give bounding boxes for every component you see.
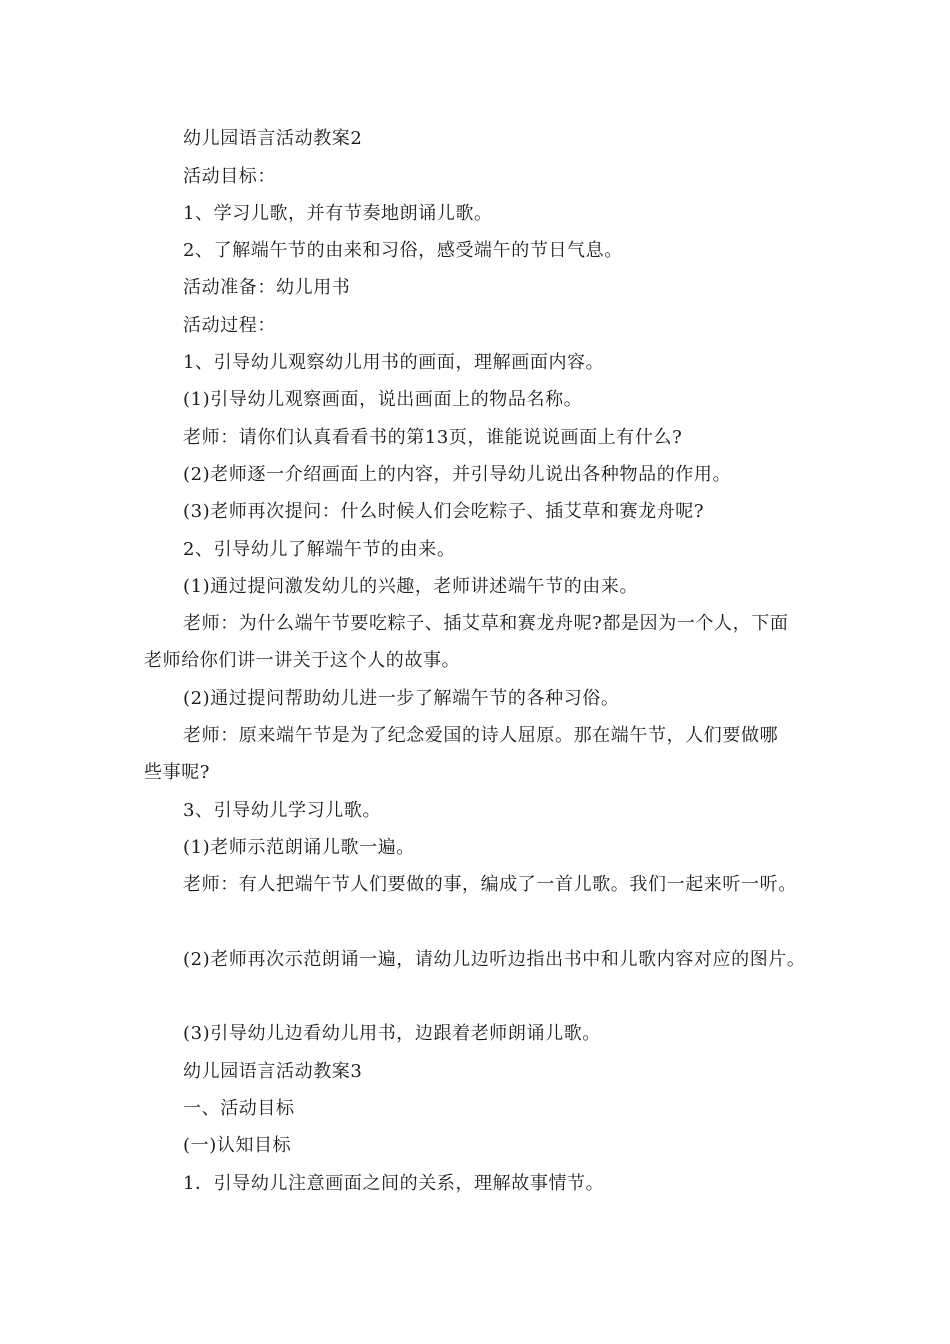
section-title: 幼儿园语言活动教案3 [183,1061,363,1082]
paragraph: (2)老师逐一介绍画面上的内容，并引导幼儿说出各种物品的作用。 [183,464,732,485]
paragraph: (2)老师再次示范朗诵一遍，请幼儿边听边指出书中和儿歌内容对应的图片。 [183,949,806,970]
paragraph: (3)老师再次提问：什么时候人们会吃粽子、插艾草和赛龙舟呢? [183,501,705,522]
paragraph: 1、引导幼儿观察幼儿用书的画面，理解画面内容。 [183,352,605,373]
paragraph: 老师：原来端午节是为了纪念爱国的诗人屈原。那在端午节，人们要做哪 [183,725,779,746]
paragraph: 2、了解端午节的由来和习俗，感受端午的节日气息。 [183,240,623,261]
paragraph: 1、学习儿歌，并有节奏地朗诵儿歌。 [183,203,493,224]
paragraph: 3、引导幼儿学习儿歌。 [183,800,382,821]
section-title: 幼儿园语言活动教案2 [183,128,363,149]
paragraph: 老师：为什么端午节要吃粽子、插艾草和赛龙舟呢?都是因为一个人，下面 [183,613,789,634]
paragraph: 1．引导幼儿注意画面之间的关系，理解故事情节。 [183,1173,605,1194]
paragraph: 活动过程： [183,315,276,336]
paragraph: (1)老师示范朗诵儿歌一遍。 [183,837,415,858]
paragraph: 老师：有人把端午节人们要做的事，编成了一首儿歌。我们一起来听一听。 [183,874,797,895]
paragraph: (1)通过提问激发幼儿的兴趣，老师讲述端午节的由来。 [183,576,639,597]
paragraph: 2、引导幼儿了解端午节的由来。 [183,539,456,560]
paragraph: (1)引导幼儿观察画面，说出画面上的物品名称。 [183,389,583,410]
paragraph: 活动准备：幼儿用书 [183,277,351,298]
paragraph-continuation: 些事呢? [144,762,211,783]
paragraph: 活动目标： [183,166,276,187]
paragraph: 老师：请你们认真看看书的第13页，谁能说说画面上有什么? [183,427,683,448]
paragraph: (2)通过提问帮助幼儿进一步了解端午节的各种习俗。 [183,688,620,709]
subheading: (一)认知目标 [183,1135,292,1156]
heading: 一、活动目标 [183,1098,295,1119]
paragraph-continuation: 老师给你们讲一讲关于这个人的故事。 [144,650,461,671]
paragraph: (3)引导幼儿边看幼儿用书，边跟着老师朗诵儿歌。 [183,1023,601,1044]
